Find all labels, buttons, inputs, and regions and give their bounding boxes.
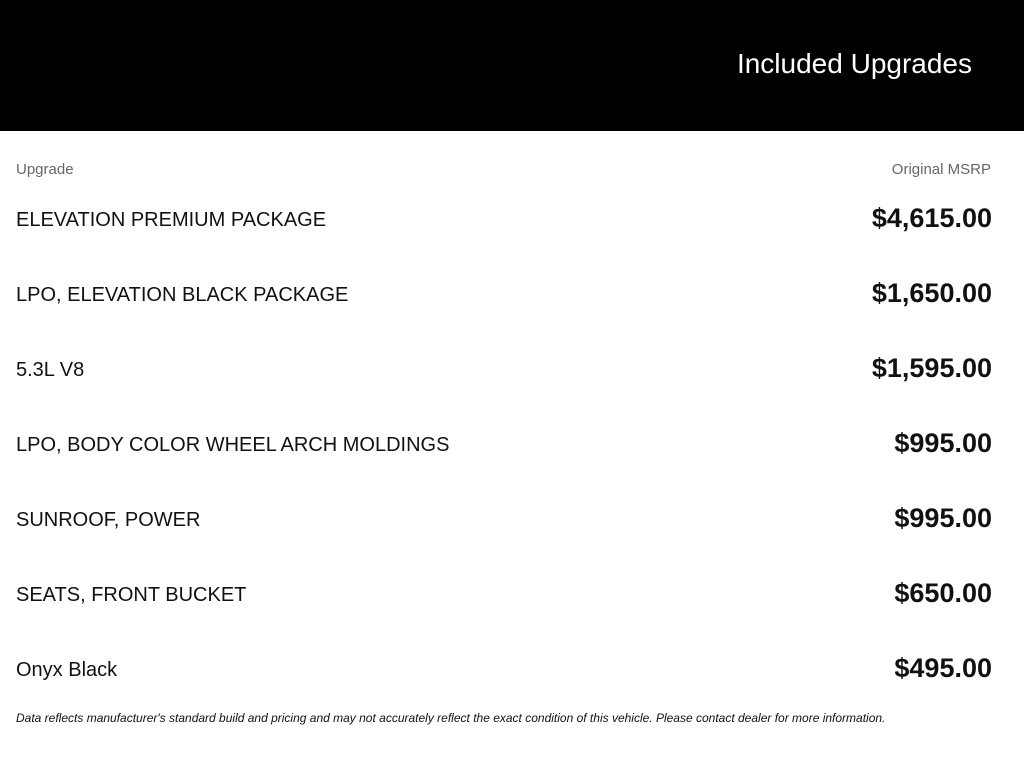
page-title: Included Upgrades <box>736 48 972 79</box>
table-row <box>16 560 992 635</box>
upgrade-price: $1,650.00 <box>871 278 992 308</box>
upgrade-name: ELEVATION PREMIUM PACKAGE <box>16 209 327 231</box>
table-row <box>16 410 992 485</box>
table-row <box>16 635 992 710</box>
upgrade-price: $650.00 <box>894 578 992 608</box>
table-row <box>16 260 992 335</box>
table-row <box>16 335 992 410</box>
upgrade-price: $995.00 <box>894 503 992 533</box>
upgrade-price: $995.00 <box>894 428 992 458</box>
upgrade-price: $1,595.00 <box>871 353 992 383</box>
header-banner <box>0 0 1024 131</box>
upgrade-price: $4,615.00 <box>871 203 992 233</box>
column-header-upgrade: Upgrade <box>16 161 74 178</box>
upgrade-name: 5.3L V8 <box>16 359 85 381</box>
column-header-msrp: Original MSRP <box>891 161 991 178</box>
upgrade-name: SEATS, FRONT BUCKET <box>16 584 247 606</box>
upgrades-table <box>16 185 992 710</box>
upgrade-name: LPO, BODY COLOR WHEEL ARCH MOLDINGS <box>16 434 450 456</box>
disclaimer-text: Data reflects manufacturer's standard build and pricing and may not accurately reflect the exact condition of this vehicle. Please contact dealer for more information. <box>16 711 886 725</box>
upgrade-price: $495.00 <box>894 653 992 683</box>
table-row <box>16 185 992 260</box>
upgrade-name: SUNROOF, POWER <box>16 509 201 531</box>
table-row <box>16 485 992 560</box>
upgrade-name: Onyx Black <box>16 659 118 681</box>
upgrade-name: LPO, ELEVATION BLACK PACKAGE <box>16 284 349 306</box>
